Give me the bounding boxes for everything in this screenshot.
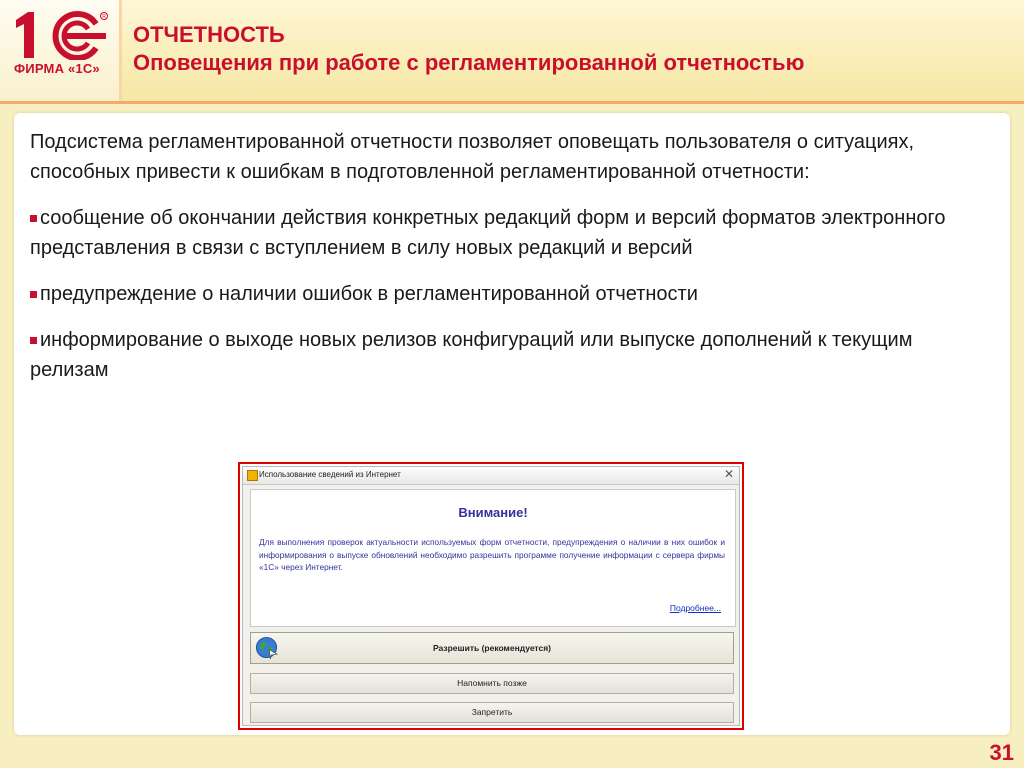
bullet-marker-icon [30,337,37,344]
svg-text:R: R [102,14,106,20]
bullet-item [30,203,990,263]
attention-heading: Внимание! [458,505,528,520]
logo-1c-icon [10,10,110,60]
more-link[interactable]: Подробнее... [669,603,721,613]
close-icon[interactable]: ✕ [723,467,734,481]
header-separator [119,0,122,102]
bullet-marker-icon [30,291,37,298]
page-subtitle: Оповещения при работе с регламентированной отчетностью [133,50,805,75]
deny-button[interactable]: Запретить [250,702,734,723]
dialog-title: Использование сведений из Интернет [259,470,401,479]
window-icon [247,470,258,481]
bullet-item [30,325,990,385]
page-number: 31 [989,740,1014,765]
allow-button[interactable] [250,632,734,664]
remind-later-button[interactable]: Напомнить позже [250,673,734,694]
dialog-titlebar[interactable] [243,467,739,485]
internet-usage-dialog [238,462,744,730]
allow-button-label: Разрешить (рекомендуется) [432,643,551,653]
intro-paragraph: Подсистема регламентированной отчетности позволяет оповещать пользователя о ситуациях, способных привести к ошибкам в подготовленной регламентированной отчетности: [30,131,915,183]
bullet-text: информирование о выходе новых релизов конфигураций или выпуске дополнений к текущим релизам [30,329,913,381]
bullet-text: предупреждение о наличии ошибок в регламентированной отчетности [40,283,698,305]
message-text: Для выполнения проверок актуальности используемых форм отчетности, предупреждения о наличии в них ошибок и информирования о выпуске обновлений необходимо разрешить программе получение информации с сервера фирмы «1С» через Интернет. [259,537,725,573]
dialog-body [242,466,740,726]
header-divider [0,101,1024,104]
logo-caption: ФИРМА «1С» [14,61,100,76]
bullet-text: сообщение об окончании действия конкретных редакций форм и версий форматов электронного представления в связи с вступлением в силу новых редакций и версий [30,207,946,259]
bullet-marker-icon [30,215,37,222]
logo [0,0,119,102]
message-box [250,489,736,627]
content-text [30,127,990,385]
slide-header [0,0,1024,102]
bullet-item [30,279,990,309]
page-title: ОТЧЕТНОСТЬ [133,22,285,47]
